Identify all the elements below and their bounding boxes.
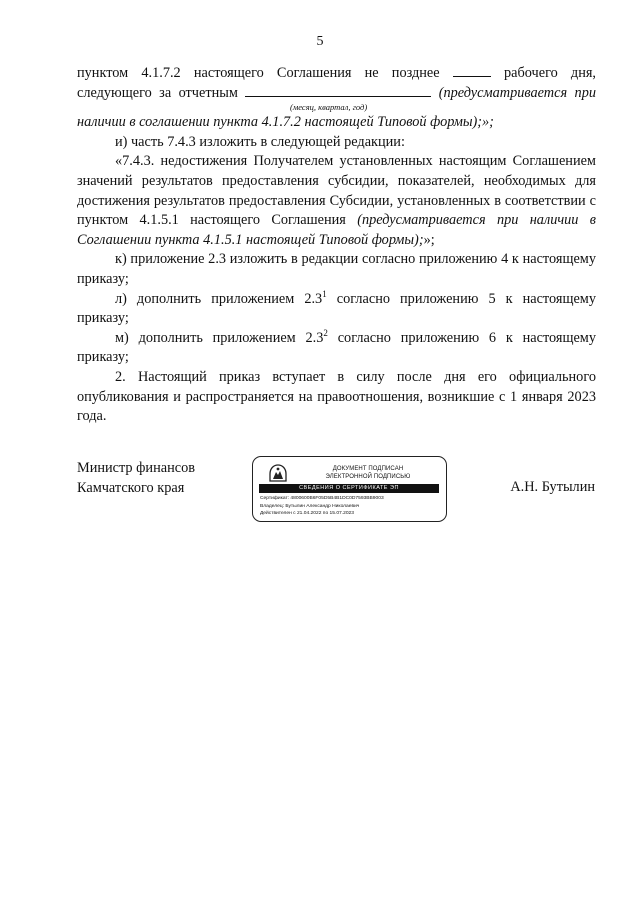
- text-fragment: следующего за отчетным: [77, 84, 238, 101]
- signer-title-line: Камчатского края: [77, 479, 185, 496]
- text-fragment: согласно приложению 6 к настоящему приказу;: [77, 329, 597, 366]
- text-fragment: м) дополнить приложением 2.3: [115, 329, 324, 346]
- stamp-owner: Владелец: Бутылин Александр Николаевич: [260, 503, 360, 509]
- text-fragment: пунктом 4.1.7.2 настоящего Соглашения не позднее: [77, 65, 440, 81]
- stamp-certificate-bar: СВЕДЕНИЯ О СЕРТИФИКАТЕ ЭП: [259, 484, 439, 493]
- signer-title: [77, 459, 195, 498]
- text-fragment: (предусматривается при: [438, 84, 596, 101]
- text-fragment: рабочего дня,: [504, 65, 596, 81]
- paragraph: к) приложение 2.3 изложить в редакции согласно приложению 4 к настоящему приказу;: [77, 251, 596, 287]
- blank-caption: (месяц, квартал, год): [290, 102, 368, 113]
- text-fragment: »;: [423, 231, 435, 248]
- page-number: 5: [316, 34, 324, 49]
- superscript: 2: [323, 327, 328, 338]
- paragraph-line: [77, 84, 596, 104]
- paragraph: и) часть 7.4.3 изложить в следующей редакции:: [115, 133, 405, 150]
- paragraph-line: [77, 64, 596, 84]
- stamp-validity: Действителен с 21.04.2022 по 15.07.2023: [260, 511, 354, 517]
- paragraph: [77, 152, 596, 250]
- stamp-heading-line: ЭЛЕКТРОННОЙ ПОДПИСЬЮ: [325, 474, 411, 480]
- paragraph-line: наличии в соглашении пункта 4.1.7.2 настоящей Типовой формы);»;: [77, 114, 494, 131]
- electronic-signature-stamp: [252, 456, 447, 522]
- paragraph: 2. Настоящий приказ вступает в силу после дня его официального опубликования и распространяется на правоотношения, возникшие с 1 января 2023 года.: [77, 368, 596, 425]
- paragraph: [77, 329, 596, 368]
- stamp-certificate-info: [260, 495, 442, 518]
- blank-line: [245, 84, 431, 97]
- stamp-heading: [293, 465, 443, 481]
- stamp-cert-number: Сертификат: 4800600B6F05D5B4B1DC0D7593BB9003: [260, 496, 384, 501]
- stamp-heading-line: ДОКУМЕНТ ПОДПИСАН: [332, 466, 404, 472]
- text-fragment: согласно приложению 5 к настоящему приказу;: [77, 290, 596, 327]
- text-fragment: л) дополнить приложением 2.3: [115, 290, 323, 307]
- text-fragment: «7.4.3. недостижения Получателем установленных настоящим Соглашением значений результатов предоставления субсидии, показателей, необходимых для достижения результатов предоставления Субсидии, установленных в соответствии с пунктом 4.1.5.1 настоящего Соглашения: [77, 153, 596, 229]
- signer-name: А.Н. Бутылин: [510, 479, 595, 495]
- document-body: [77, 64, 596, 427]
- blank-line: [453, 64, 491, 77]
- signer-title-line: Министр финансов: [77, 460, 195, 476]
- text-fragment: (предусматривается при наличии в Соглашении пункта 4.1.5.1 настоящей Типовой формы);: [77, 212, 596, 248]
- paragraph: [77, 290, 596, 329]
- superscript: 1: [322, 288, 327, 299]
- coat-of-arms-icon: [267, 463, 289, 483]
